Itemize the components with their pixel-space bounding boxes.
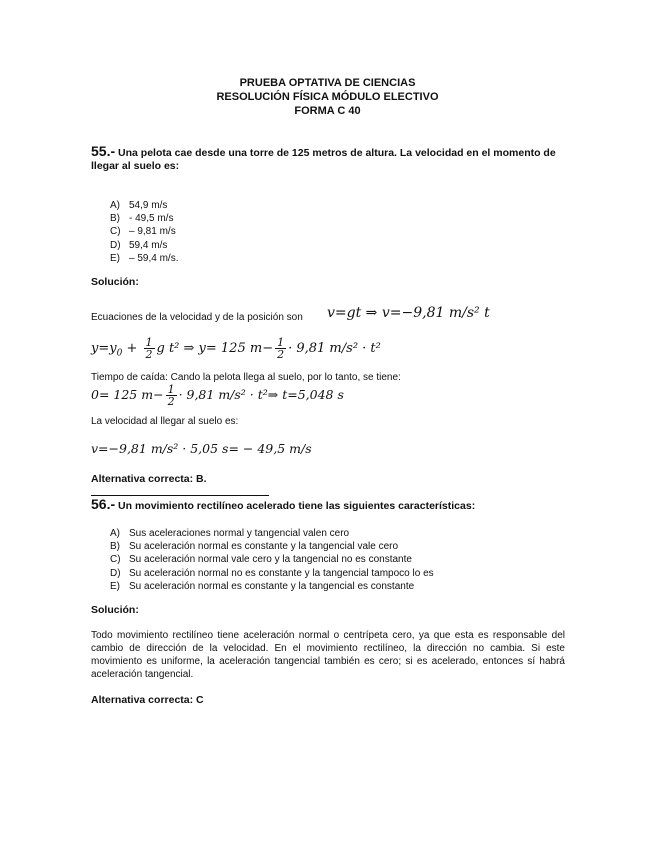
solution-heading: Solución: bbox=[91, 276, 139, 288]
equation-position: $y=y_0$ + $\frac{1}{2}$ g t² ⇒ y= 125 m− $\frac{1}{2}$ · 9,81 m/s² · t² bbox=[91, 336, 381, 361]
equation-time: 0= 125 m− $\frac{1}{2}$ · 9,81 m/s² · t²⇒ t=5,048 s bbox=[91, 383, 344, 408]
equations-intro: Ecuaciones de la velocidad y de la posición son bbox=[91, 312, 303, 323]
option-d: D) 59,4 m/s bbox=[110, 239, 168, 251]
divider bbox=[91, 495, 269, 496]
question-56 bbox=[91, 498, 571, 513]
equation-final-velocity: v=−9,81 m/s² · 5,05 s= − 49,5 m/s bbox=[91, 441, 312, 456]
option-c: C) – 9,81 m/s bbox=[110, 226, 176, 238]
doc-subtitle: RESOLUCIÓN FÍSICA MÓDULO ELECTIVO bbox=[216, 91, 439, 103]
option-c: C) Su aceleración normal vale cero y la tangencial no es constante bbox=[110, 554, 412, 566]
fall-time-text: Tiempo de caída: Cando la pelota llega al suelo, por lo tanto, se tiene: bbox=[91, 372, 401, 383]
option-a: A) Sus aceleraciones normal y tangencial valen cero bbox=[110, 528, 350, 539]
answer-55: Alternativa correcta: B. bbox=[91, 473, 207, 485]
solution-heading: Solución: bbox=[91, 604, 139, 616]
option-e: E) Su aceleración normal es constante y la tangencial es constante bbox=[110, 580, 415, 592]
question-number: 56.- bbox=[91, 496, 116, 512]
option-b: B) - 49,5 m/s bbox=[110, 213, 174, 225]
question-text: Una pelota cae desde una torre de 125 metros de altura. La velocidad en el momento de llegar al suelo es: bbox=[91, 147, 556, 172]
solution-explanation: Todo movimiento rectilíneo tiene aceleración normal o centrípeta cero, ya que esta es responsable del cambio de dirección de la velocidad. En el movimiento rectilíneo, la dirección no cambia. Si este movimiento es uniforme, la aceleración tangencial también es cero; si es acelerado, entonces sí habrá aceleración tangencial. bbox=[91, 630, 565, 680]
doc-title: PRUEBA OPTATIVA DE CIENCIAS bbox=[239, 77, 416, 89]
doc-form: FORMA C 40 bbox=[294, 105, 361, 117]
question-number: 55.- bbox=[91, 143, 116, 159]
option-e: E) – 59,4 m/s. bbox=[110, 252, 179, 264]
option-a: A) 54,9 m/s bbox=[110, 200, 168, 211]
answer-56: Alternativa correcta: C bbox=[91, 694, 204, 706]
velocity-text: La velocidad al llegar al suelo es: bbox=[91, 416, 239, 427]
equation-velocity: v=gt ⇒ v=−9,81 m/s² t bbox=[327, 305, 490, 321]
option-d: D) Su aceleración normal no es constante y la tangencial tampoco lo es bbox=[110, 567, 434, 579]
q55-options bbox=[110, 199, 178, 265]
option-b: B) Su aceleración normal es constante y la tangencial vale cero bbox=[110, 541, 399, 553]
question-text: Un movimiento rectilíneo acelerado tiene las siguientes características: bbox=[118, 500, 476, 512]
question-55 bbox=[91, 145, 571, 173]
q56-options bbox=[110, 527, 434, 593]
